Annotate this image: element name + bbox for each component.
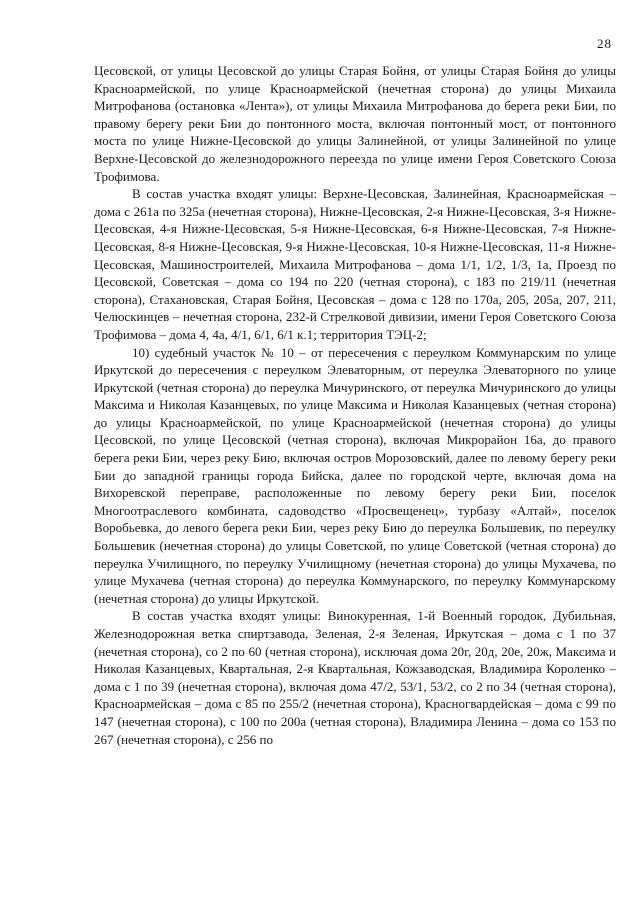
paragraph-section-10-streets: В состав участка входят улицы: Винокуренная, 1-й Военный городок, Дубильная, Железнодорожная ветка спиртзавода, Зеленая, 2-я Зеленая, Иркутская – дома с 1 по 37 (нечетная сторона), со 2 по 60 (четная сторона), исключая дома 20г, 20д, 20е, 20ж, Максима и Николая Казанцевых, Квартальная, 2-я Квартальная, Кожзаводская, Владимира Короленко – дома с 1 по 39 (нечетная сторона), включая дома 47/2, 53/1, 53/2, со 2 по 34 (четная сторона), Красноармейская – дома с 85 по 255/2 (нечетная сторона), Красногвардейская – дома с 99 по 147 (нечетная сторона), с 100 по 200а (четная сторона), Владимира Ленина – дома со 153 по 267 (нечетная сторона), с 256 по — [94, 608, 616, 747]
page-number: 28 — [597, 36, 612, 51]
paragraph-streets-list: В состав участка входят улицы: Верхне-Цесовская, Залинейная, Красноармейская – дома с 261а по 325а (нечетная сторона), Нижне-Цесовская, 2-я Нижне-Цесовская, 3-я Нижне-Цесовская, 4-я Нижне-Цесовская, 5-я Нижне-Цесовская, 6-я Нижне-Цесовская, 7-я Нижне-Цесовская, 8-я Нижне-Цесовская, 9-я Нижне-Цесовская, 10-я Нижне-Цесовская, 11-я Нижне-Цесовская, Машиностроителей, Михаила Митрофанова – дома 1/1, 1/2, 1/3, 1а, Проезд по Цесовской, Советская – дома со 194 по 220 (четная сторона), с 183 по 219/11 (нечетная сторона), Стахановская, Старая Бойня, Цесовская – дома с 128 по 170а, 205, 205а, 207, 211, Челюскинцев – нечетная сторона, 232-й Стрелковой дивизии, имени Героя Советского Союза Трофимова – дома 4, 4а, 4/1, 6/1, 6/1 к.1; территория ТЭЦ-2; — [94, 186, 616, 342]
paragraph-court-section-10: 10) судебный участок № 10 – от пересечения с переулком Коммунарским по улице Иркутской до пересечения с переулком Элеваторным, от переулка Элеваторного по улице Иркутской (четная сторона) до переулка Мичуринского, от переулка Мичуринского до улицы Максима и Николая Казанцевых, по улице Максима и Николая Казанцевых (четная сторона) до улицы Красноармейской, по улице Красноармейской (нечетная сторона) до улицы Цесовской, по улице Цесовской (четная сторона), включая Микрорайон 16а, до правого берега реки Бии, через реку Бию, включая остров Морозовский, далее по левому берегу реки Бии до западной границы города Бийска, далее по городской черте, включая дома на Вихоревской переправе, расположенные по левому берегу реки Бии, поселок Многоотраслевого комбината, садоводство «Просвещенец», турбазу «Алтай», поселок Воробьевка, до левого берега реки Бии, через реку Бию до переулка Большевик, по переулку Большевик (нечетная сторона) до улицы Советской, по улице Советской (четная сторона) до переулка Училищного, по переулку Училищному (нечетная сторона) до улицы Мухачева, по улице Мухачева (четная сторона) до переулка Коммунарского, по переулку Коммунарскому (нечетная сторона) до улицы Иркутской. — [94, 344, 616, 606]
paragraph-boundary-continuation: Цесовской, от улицы Цесовской до улицы Старая Бойня, от улицы Старая Бойня до улицы Красноармейской, по улице Красноармейской (нечетная сторона) до улицы Михаила Митрофанова (остановка «Лента»), от улицы Михаила Митрофанова до берега реки Бии, по правому берегу реки Бии до понтонного моста, включая понтонный мост, от понтонного моста по улице Нижне-Цесовской до улицы Залинейной, от улицы Залинейной по улице Верхне-Цесовской до железнодорожного переезда по улице имени Героя Советского Союза Трофимова. — [94, 63, 616, 184]
document-body — [94, 62, 616, 748]
